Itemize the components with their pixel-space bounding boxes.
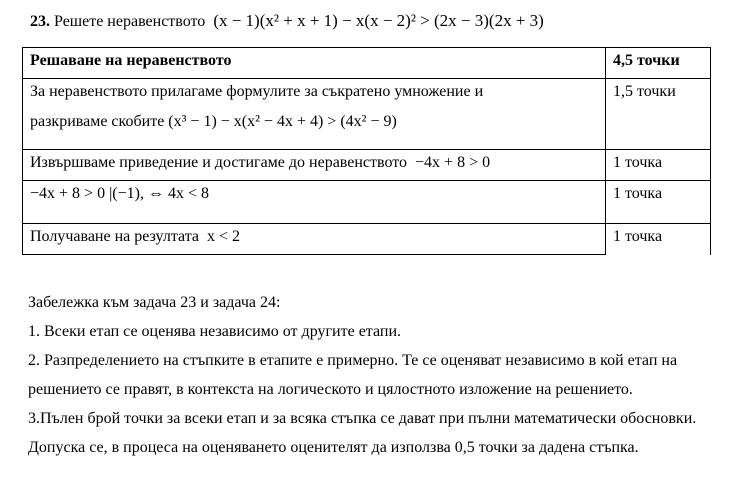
step-text-line2 — [30, 113, 598, 131]
note-line: Допуска се, в процеса на оценяването оценителят да използва 0,5 точки за дадена стъпка. — [28, 439, 639, 456]
step-math: x < 2 — [206, 228, 241, 245]
note-line: решението се правят, в контекста на логическото и цялостното изложение на решението. — [28, 381, 633, 398]
step-cell — [23, 150, 606, 181]
step-cell — [23, 79, 606, 150]
step-text: Извършваме приведение и достигаме до неравенството — [30, 154, 408, 171]
scoring-table — [22, 47, 711, 255]
step-cell — [23, 181, 606, 224]
problem-statement — [30, 11, 544, 31]
header-points: 4,5 точки — [606, 48, 711, 79]
points-cell: 1 точка — [606, 181, 711, 224]
table-header-row — [23, 48, 711, 79]
step-text: За неравенството прилагаме формулите за съкратено умножение и — [30, 83, 484, 100]
table-row — [23, 79, 711, 150]
step-math: −4x + 8 > 0 — [415, 154, 491, 171]
table-row — [23, 181, 711, 224]
table-row — [23, 150, 711, 181]
problem-number: 23. — [30, 13, 50, 30]
header-step: Решаване на неравенството — [23, 48, 606, 79]
note-line: 2. Разпределението на стъпките в етапите е примерно. Те се оценяват независимо в кой етап на — [28, 352, 678, 369]
step-math: −4x + 8 > 0 |(−1), ⇔ 4x < 8 — [30, 185, 209, 202]
note-line: 1. Всеки етап се оценява независимо от другите етапи. — [28, 323, 401, 340]
points-cell: 1,5 точки — [606, 79, 711, 150]
points-cell: 1 точка — [606, 224, 711, 255]
table-row — [23, 224, 711, 255]
notes-section — [28, 288, 743, 462]
points-cell: 1 точка — [606, 150, 711, 181]
step-text: Получаване на резултата — [30, 228, 199, 245]
step-text: разкриваме скобите — [30, 113, 165, 130]
step-math: (x³ − 1) − x(x² − 4x + 4) > (4x² − 9) — [168, 113, 397, 130]
note-line: 3.Пълен брой точки за всеки етап и за всяка стъпка се дават при пълни математически обосновки. — [28, 410, 697, 427]
problem-expression: (x − 1)(x² + x + 1) − x(x − 2)² > (2x − 3)(2x + 3) — [213, 11, 544, 30]
notes-title: Забележка към задача 23 и задача 24: — [28, 294, 281, 311]
step-cell — [23, 224, 606, 255]
problem-prompt: Решете неравенството — [54, 13, 206, 30]
